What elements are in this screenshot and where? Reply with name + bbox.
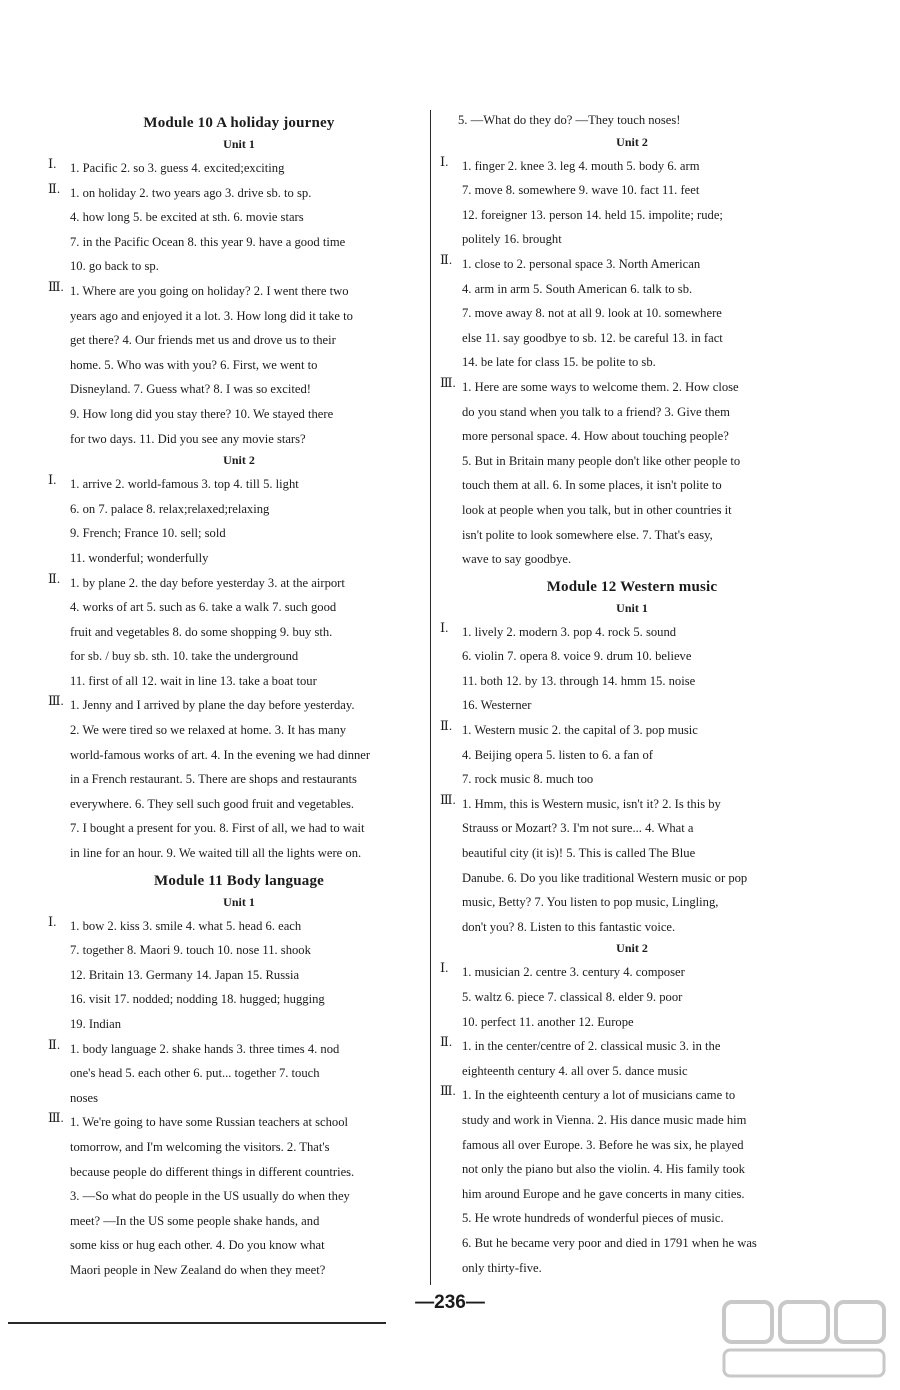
answer-line: fruit and vegetables 8. do some shopping 9. buy sth. <box>70 624 333 639</box>
answer-line: 1. lively 2. modern 3. pop 4. rock 5. sound <box>462 624 677 639</box>
answer-line: 6. on 7. palace 8. relax;relaxed;relaxing <box>70 501 270 516</box>
section-numeral: Ⅱ. <box>48 1036 61 1052</box>
m11-u1-section-3 <box>48 1110 430 1282</box>
answer-line: 3. —So what do people in the US usually do when they <box>70 1189 350 1204</box>
answer-line: Strauss or Mozart? 3. I'm not sure... 4. What a <box>462 821 694 836</box>
answer-line: 1. musician 2. centre 3. century 4. composer <box>462 965 685 980</box>
answer-line: 9. French; France 10. sell; sold <box>70 526 226 541</box>
m11-u1-section-3-continued <box>440 108 824 133</box>
answer-line: 1. Pacific 2. so 3. guess 4. excited;exciting <box>70 161 285 175</box>
answer-line: 7. move 8. somewhere 9. wave 10. fact 11. feet <box>462 183 700 198</box>
section-numeral: Ⅲ. <box>440 1083 456 1099</box>
answer-line: one's head 5. each other 6. put... together 7. touch <box>70 1066 320 1081</box>
m11-u1-section-1 <box>48 914 430 1037</box>
module-11-title: Module 11 Body language <box>153 872 325 889</box>
m10-u2-section-1 <box>48 472 430 570</box>
answer-line: 19. Indian <box>70 1017 122 1031</box>
answer-line: 1. Jenny and I arrived by plane the day before yesterday. <box>70 698 355 713</box>
m10-u1-section-3 <box>48 279 430 451</box>
m10-u1-section-1 <box>48 156 430 181</box>
module-12-unit-1-title: Unit 1 <box>616 600 648 615</box>
answer-line: Maori people in New Zealand do when they meet? <box>70 1262 326 1277</box>
answer-line: years ago and enjoyed it a lot. 3. How long did it take to <box>70 308 353 323</box>
answer-line: 4. arm in arm 5. South American 6. talk to sb. <box>462 281 693 296</box>
answer-line: 7. move away 8. not at all 9. look at 10. somewhere <box>462 306 722 321</box>
module-10-unit-1-title: Unit 1 <box>223 137 255 151</box>
answer-line: Disneyland. 7. Guess what? 8. I was so excited! <box>70 382 311 397</box>
answer-line: 11. wonderful; wonderfully <box>70 550 209 565</box>
module-12-title: Module 12 Western music <box>546 578 718 595</box>
section-numeral: Ⅰ. <box>48 156 57 171</box>
answer-line: look at people when you talk, but in other countries it <box>462 502 732 517</box>
answer-line: 12. foreigner 13. person 14. held 15. impolite; rude; <box>462 207 723 222</box>
page-number: —236— <box>415 1292 485 1313</box>
module-11-unit-2-title: Unit 2 <box>616 134 648 149</box>
answer-line: 14. be late for class 15. be polite to sb. <box>462 355 656 370</box>
answer-line: 1. In the eighteenth century a lot of musicians came to <box>462 1088 736 1103</box>
answer-line: 4. works of art 5. such as 6. take a walk 7. such good <box>70 600 337 615</box>
answer-line: 2. We were tired so we relaxed at home. 3. It has many <box>70 723 347 738</box>
column-divider <box>430 110 431 1285</box>
answer-line: 1. close to 2. personal space 3. North American <box>462 256 701 271</box>
right-column <box>440 108 824 1280</box>
answer-line: 5. waltz 6. piece 7. classical 8. elder 9. poor <box>462 990 683 1004</box>
module-10-unit-2-title: Unit 2 <box>223 453 255 468</box>
answer-line: 1. finger 2. knee 3. leg 4. mouth 5. body 6. arm <box>462 158 700 173</box>
answer-line: 7. together 8. Maori 9. touch 10. nose 11. shook <box>70 943 311 958</box>
section-numeral: Ⅲ. <box>440 374 456 390</box>
answer-line: 16. visit 17. nodded; nodding 18. hugged; hugging <box>70 992 325 1007</box>
answer-line: get there? 4. Our friends met us and drove us to their <box>70 333 336 348</box>
answer-line: 10. go back to sp. <box>70 259 159 274</box>
module-10-title: Module 10 A holiday journey <box>143 115 335 131</box>
answer-line: everywhere. 6. They sell such good fruit and vegetables. <box>70 796 355 811</box>
m12-u2-section-1 <box>440 960 824 1034</box>
left-column <box>48 108 430 1283</box>
answer-line: because people do different things in different countries. <box>70 1164 355 1179</box>
answer-line: famous all over Europe. 3. Before he was six, he played <box>462 1137 744 1152</box>
answer-line: 7. rock music 8. much too <box>462 772 594 787</box>
answer-line: for sb. / buy sb. sth. 10. take the underground <box>70 649 299 664</box>
section-numeral: Ⅰ. <box>440 960 449 976</box>
section-numeral: Ⅱ. <box>440 1034 453 1050</box>
answer-line: beautiful city (it is)! 5. This is called The Blue <box>462 846 696 861</box>
answer-line: not only the piano but also the violin. 4. His family took <box>462 1162 745 1177</box>
answer-line: more personal space. 4. How about touching people? <box>462 429 729 444</box>
answer-line: 4. Beijing opera 5. listen to 6. a fan of <box>462 747 653 762</box>
answer-line: don't you? 8. Listen to this fantastic voice. <box>462 919 676 934</box>
answer-line: 1. bow 2. kiss 3. smile 4. what 5. head 6. each <box>70 918 302 933</box>
answer-line: politely 16. brought <box>462 232 562 247</box>
m10-u1-section-2 <box>48 181 430 279</box>
module-12-unit-2-title: Unit 2 <box>616 941 648 956</box>
answer-line: touch them at all. 6. In some places, it isn't polite to <box>462 478 722 493</box>
answer-line: home. 5. Who was with you? 6. First, we went to <box>70 357 318 372</box>
answer-line: 1. by plane 2. the day before yesterday 3. at the airport <box>70 575 345 590</box>
answer-line: 12. Britain 13. Germany 14. Japan 15. Russia <box>70 967 300 982</box>
m12-u1-section-1 <box>440 620 824 718</box>
answer-line: 7. in the Pacific Ocean 8. this year 9. have a good time <box>70 234 346 249</box>
section-numeral: Ⅰ. <box>48 472 57 488</box>
answer-line: 11. both 12. by 13. through 14. hmm 15. noise <box>462 673 696 688</box>
section-numeral: Ⅰ. <box>48 913 57 929</box>
answer-line: eighteenth century 4. all over 5. dance music <box>462 1063 688 1078</box>
m10-u2-section-3 <box>48 693 430 865</box>
watermark-logo <box>720 1298 890 1380</box>
continued-line: 5. —What do they do? —They touch noses! <box>458 113 681 127</box>
module-11-unit-1-title: Unit 1 <box>223 894 255 909</box>
answer-line: Danube. 6. Do you like traditional Western music or pop <box>462 870 748 885</box>
answer-line: wave to say goodbye. <box>462 552 572 567</box>
answer-line: him around Europe and he gave concerts in many cities. <box>462 1186 745 1201</box>
answer-line: 7. I bought a present for you. 8. First of all, we had to wait <box>70 821 365 836</box>
answer-line: 9. How long did you stay there? 10. We stayed there <box>70 406 334 421</box>
answer-line: tomorrow, and I'm welcoming the visitors. 2. That's <box>70 1139 330 1154</box>
m11-u2-section-3 <box>440 375 824 572</box>
answer-line: 10. perfect 11. another 12. Europe <box>462 1014 634 1029</box>
m12-u1-section-2 <box>440 718 824 792</box>
answer-line: some kiss or hug each other. 4. Do you know what <box>70 1238 325 1253</box>
section-numeral: Ⅱ. <box>48 180 61 196</box>
answer-line: world-famous works of art. 4. In the evening we had dinner <box>70 747 371 762</box>
answer-line: 1. on holiday 2. two years ago 3. drive sb. to sp. <box>70 185 312 200</box>
section-numeral: Ⅰ. <box>440 619 449 635</box>
section-numeral: Ⅲ. <box>48 278 64 294</box>
section-numeral: Ⅲ. <box>48 1110 64 1126</box>
answer-line: 1. in the center/centre of 2. classical music 3. in the <box>462 1039 721 1054</box>
section-numeral: Ⅰ. <box>440 153 449 169</box>
section-numeral: Ⅲ. <box>440 791 456 807</box>
answer-line: isn't polite to look somewhere else. 7. That's easy, <box>462 527 713 542</box>
answer-line: 1. Hmm, this is Western music, isn't it? 2. Is this by <box>462 796 721 811</box>
m11-u2-section-1 <box>440 154 824 252</box>
answer-line: meet? —In the US some people shake hands, and <box>70 1213 320 1228</box>
answer-line: do you stand when you talk to a friend? 3. Give them <box>462 404 730 419</box>
m12-u2-section-3 <box>440 1083 824 1280</box>
m11-u1-section-2 <box>48 1037 430 1111</box>
answer-line: music, Betty? 7. You listen to pop music, Lingling, <box>462 895 719 910</box>
m12-u1-section-3 <box>440 792 824 940</box>
answer-line: 1. body language 2. shake hands 3. three times 4. nod <box>70 1041 340 1056</box>
section-numeral: Ⅱ. <box>440 251 453 267</box>
answer-line: 16. Westerner <box>462 698 532 713</box>
answer-line: 6. But he became very poor and died in 1791 when he was <box>462 1235 757 1250</box>
answer-line: 6. violin 7. opera 8. voice 9. drum 10. believe <box>462 649 692 664</box>
answer-line: 1. Here are some ways to welcome them. 2. How close <box>462 379 739 394</box>
answer-line: 4. how long 5. be excited at sth. 6. movie stars <box>70 210 304 225</box>
answer-line: 11. first of all 12. wait in line 13. take a boat tour <box>70 673 317 688</box>
answer-line: in line for an hour. 9. We waited till all the lights were on. <box>70 846 362 861</box>
bottom-rule <box>8 1322 386 1324</box>
m10-u2-section-2 <box>48 571 430 694</box>
answer-line: 5. But in Britain many people don't like other people to <box>462 453 741 468</box>
answer-line: study and work in Vienna. 2. His dance music made him <box>462 1112 747 1127</box>
answer-line: 1. arrive 2. world-famous 3. top 4. till 5. light <box>70 477 299 492</box>
section-numeral: Ⅱ. <box>440 718 453 734</box>
section-numeral: Ⅲ. <box>48 693 64 709</box>
answer-line: 5. He wrote hundreds of wonderful pieces of music. <box>462 1211 724 1226</box>
answer-line: only thirty-five. <box>462 1260 542 1275</box>
answer-line: else 11. say goodbye to sb. 12. be careful 13. in fact <box>462 330 723 345</box>
answer-line: 1. Where are you going on holiday? 2. I went there two <box>70 283 349 298</box>
answer-line: 1. We're going to have some Russian teachers at school <box>70 1115 349 1130</box>
answer-line: in a French restaurant. 5. There are shops and restaurants <box>70 772 357 787</box>
answer-line: noses <box>70 1090 98 1105</box>
m11-u2-section-2 <box>440 252 824 375</box>
section-numeral: Ⅱ. <box>48 570 61 586</box>
m12-u2-section-2 <box>440 1034 824 1083</box>
answer-line: 1. Western music 2. the capital of 3. pop music <box>462 723 698 738</box>
answer-line: for two days. 11. Did you see any movie stars? <box>70 431 306 446</box>
